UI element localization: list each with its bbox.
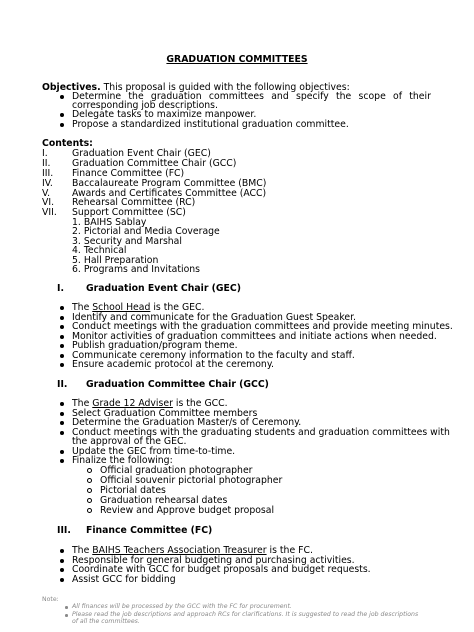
note-line-continuation: of all the committees. <box>72 618 140 625</box>
word: the <box>336 91 352 102</box>
word: of <box>393 91 403 102</box>
word: their <box>409 91 431 102</box>
text: The <box>72 398 93 409</box>
support-subitem: 5. Hall Preparation <box>72 255 159 266</box>
section-item: Identify and communicate for the Graduation Guest Speaker. <box>72 312 357 323</box>
word: graduation <box>150 91 202 102</box>
word: and <box>271 91 289 102</box>
objectives-heading: Objectives. <box>42 82 101 93</box>
section-heading: Graduation Event Chair (GEC) <box>86 283 241 294</box>
bullet-icon <box>60 421 64 425</box>
section-item: Determine the Graduation Master/s of Ceremony. <box>72 417 302 428</box>
bullet-icon <box>60 363 64 367</box>
finalize-subitem: Review and Approve budget proposal <box>100 505 275 516</box>
note-label: Note: <box>42 596 59 603</box>
section-item: Responsible for general budgeting and purchasing activities. <box>72 555 355 566</box>
note-line: All finances will be processed by the GCC with the FC for procurement. <box>72 603 292 610</box>
section-number: III. <box>57 525 71 536</box>
section-item: Communicate ceremony information to the faculty and staff. <box>72 350 355 361</box>
word: committees <box>208 91 264 102</box>
section-item: Finalize the following: <box>72 455 173 466</box>
section-item: Ensure academic protocol at the ceremony. <box>72 359 274 370</box>
contents-item: Awards and Certificates Committee (ACC) <box>72 188 267 199</box>
word: Determine <box>72 91 122 102</box>
support-subitem: 1. BAIHS Sablay <box>72 217 147 228</box>
objective-item: Delegate tasks to maximize manpower. <box>72 109 257 120</box>
document-title: GRADUATION COMMITTEES <box>166 54 308 65</box>
hollow-bullet-icon <box>87 508 92 513</box>
contents-num: VI. <box>42 197 55 208</box>
bullet-icon <box>60 402 64 406</box>
finalize-subitem: Official souvenir pictorial photographer <box>100 475 283 486</box>
section-item: Conduct meetings with the graduation committees and provide meeting minutes. <box>72 321 453 332</box>
contents-num: II. <box>42 158 51 169</box>
section-item: Assist GCC for bidding <box>72 574 176 585</box>
support-subitem: 3. Security and Marshal <box>72 236 182 247</box>
contents-item: Support Committee (SC) <box>72 207 186 218</box>
contents-item: Finance Committee (FC) <box>72 168 185 179</box>
bullet-icon <box>60 559 64 563</box>
contents-heading: Contents: <box>42 138 93 149</box>
bullet-icon <box>60 316 64 320</box>
contents-item: Graduation Committee Chair (GCC) <box>72 158 237 169</box>
hollow-bullet-icon <box>87 468 92 473</box>
bullet-icon <box>60 335 64 339</box>
section-item-continuation: the approval of the GEC. <box>72 436 187 447</box>
bullet-icon <box>60 306 64 310</box>
bullet-icon <box>60 412 64 416</box>
text: is the FC. <box>266 545 313 556</box>
text: is the GCC. <box>172 398 228 409</box>
text: The <box>72 302 93 313</box>
text: is the GEC. <box>150 302 205 313</box>
contents-num: IV. <box>42 178 53 189</box>
section-item: Coordinate with GCC for budget proposals and budget requests. <box>72 564 371 575</box>
bullet-icon <box>60 354 64 358</box>
word: scope <box>358 91 386 102</box>
role-name: Grade 12 Adviser <box>92 398 173 409</box>
section-item: Publish graduation/program theme. <box>72 340 238 351</box>
finalize-subitem: Official graduation photographer <box>100 465 253 476</box>
bullet-icon <box>60 344 64 348</box>
hollow-bullet-icon <box>87 488 92 493</box>
contents-num: I. <box>42 148 48 159</box>
section-item: Monitor activities of graduation committees and initiate actions when needed. <box>72 331 437 342</box>
section-item: Select Graduation Committee members <box>72 408 258 419</box>
bullet-icon <box>60 113 64 117</box>
hollow-bullet-icon <box>87 498 92 503</box>
note-line: Please read the job descriptions and approach RCs for clarifications. It is suggested to read the job descriptions <box>72 611 419 618</box>
support-subitem: 2. Pictorial and Media Coverage <box>72 226 220 237</box>
contents-item: Baccalaureate Program Committee (BMC) <box>72 178 267 189</box>
section-number: I. <box>57 283 64 294</box>
bullet-icon <box>60 459 64 463</box>
finalize-subitem: Graduation rehearsal dates <box>100 495 228 506</box>
hollow-bullet-icon <box>87 478 92 483</box>
contents-item: Graduation Event Chair (GEC) <box>72 148 211 159</box>
section-heading: Graduation Committee Chair (GCC) <box>86 379 269 390</box>
bullet-icon <box>60 95 64 99</box>
text: The <box>72 545 93 556</box>
objectives-intro: This proposal is guided with the following objectives: <box>100 82 350 93</box>
contents-num: V. <box>42 188 51 199</box>
word: specify <box>295 91 329 102</box>
bullet-icon <box>60 325 64 329</box>
bullet-icon <box>60 568 64 572</box>
role-name: BAIHS Teachers Association Treasurer <box>92 545 267 556</box>
section-item: Conduct meetings with the graduating students and graduation committees with <box>72 427 450 438</box>
bullet-icon <box>60 578 64 582</box>
section-number: II. <box>57 379 68 390</box>
contents-num: III. <box>42 168 54 179</box>
finalize-subitem: Pictorial dates <box>100 485 166 496</box>
bullet-icon <box>65 614 68 617</box>
objective-item: Propose a standardized institutional graduation committee. <box>72 119 349 130</box>
contents-num: VII. <box>42 207 57 218</box>
contents-item: Rehearsal Committee (RC) <box>72 197 196 208</box>
bullet-icon <box>60 431 64 435</box>
role-name: School Head <box>92 302 151 313</box>
section-heading: Finance Committee (FC) <box>86 525 213 536</box>
bullet-icon <box>60 450 64 454</box>
support-subitem: 4. Technical <box>72 245 127 256</box>
section-item: Update the GEC from time-to-time. <box>72 446 236 457</box>
bullet-icon <box>60 549 64 553</box>
objective-item-continuation: corresponding job descriptions. <box>72 100 218 111</box>
bullet-icon <box>60 123 64 127</box>
word: the <box>128 91 144 102</box>
bullet-icon <box>65 606 68 609</box>
support-subitem: 6. Programs and Invitations <box>72 264 201 275</box>
